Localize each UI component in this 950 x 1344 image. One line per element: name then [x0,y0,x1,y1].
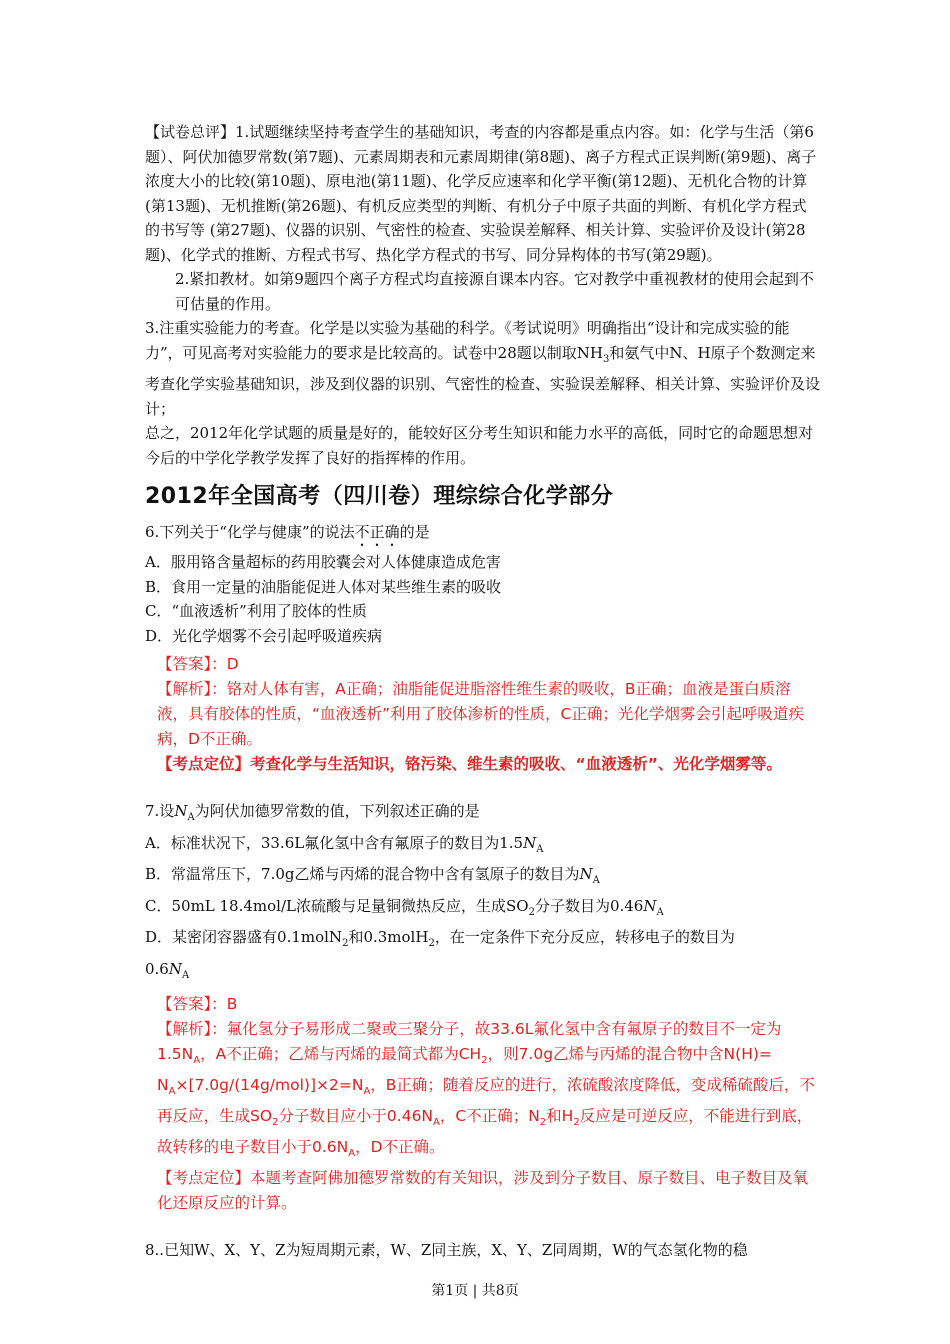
q6-option-c: C．“血液透析”利用了胶体的性质 [145,602,367,620]
q6-option-a: A．服用铬含量超标的药用胶囊会对人体健康造成危害 [145,553,501,571]
q7-analysis: 【解析】：氟化氢分子易形成二聚或三聚分子，故33.6L氟化氢中含有氟原子的数目不一定为$1.5N_A$，A不正确；乙烯与丙烯的最简式都为$CH_2$，则7.0g乙烯与丙烯的混合物中含$N(H)= N_A\times[7.0g/(14g/mol)]\times 2=N_A$，B正确；随着反应的进行，浓硫酸浓度降低，变成稀硫酸后，不再反应，生成$SO_2$分子数目应小于$0.46N_A$，C不正确；$N_2$和$H_2$反应是可逆反应，不能进行到底，故转移的电子数目小于$0.6N_A$，D不正确。 [157,1020,815,1160]
q6-option-d: D．光化学烟雾不会引起呼吸道疾病 [145,626,383,645]
summary-paragraph-1: 【试卷总评】1.试题继续坚持考查学生的基础知识，考查的内容都是重点内容。如：化学与生活（第6题）、阿伏加德罗常数(第7题)、元素周期表和元素周期律(第8题)、离子方程式正误判断(第9题)、离子浓度大小的比较(第10题)、原电池(第11题)、化学反应速率和化学平衡(第12题)、无机化合物的计算(第13题)、无机推断(第26题)、有机反应类型的判断、有机分子中原子共面的判断、有机化学方程式的书写等 (第27题)、仪器的识别、气密性的检查、实验误差解释、相关计算、实验评价及设计(第28题)、化学式的推断、方程式书写、热化学方程式的书写、同分异构体的书写(第29题)。 [145,123,817,264]
q6-answer-block [145,652,820,777]
q7-option-c: C．50mL 18.4mol/L浓硫酸与足量铜微热反应，生成$SO_2$分子数目为$0.46N_A$ [145,896,664,918]
q7-answer: 【答案】：B [157,995,238,1013]
q7-option-a: A．标准状况下，33.6L氟化氢中含有氟原子的数目为$1.5N_A$ [145,833,544,855]
q7-answer-block [145,992,820,1216]
q6-answer: 【答案】：D [157,655,239,673]
q8-stem: 8..已知W、X、Y、Z为短周期元素，W、Z同主族，X、Y、Z同周期，W的气态氢化物的稳 [145,1241,748,1260]
q6-option-b: B．食用一定量的油脂能促进人体对某些维生素的吸收 [145,577,502,596]
page-footer: 第1页 | 共8页 [431,1283,519,1299]
document-page [145,120,820,1263]
q6-stem: 6.下列关于“化学与健康”的说法不正确的是 [145,523,430,541]
section-title: 2012年全国高考（四川卷）理综综合化学部分 [145,484,614,509]
q7-point: 【考点定位】本题考查阿佛加德罗常数的有关知识，涉及到分子数目、原子数目、电子数目及氧化还原反应的计算。 [157,1169,809,1213]
q6-point: 【考点定位】考查化学与生活知识，铬污染、维生素的吸收、“血液透析”、光化学烟雾等。 [157,755,782,773]
q7-stem: 7.设$N_A$为阿伏加德罗常数的值，下列叙述正确的是 [145,802,480,823]
summary-paragraph-2: 2.紧扣教材。如第9题四个离子方程式均直接源自课本内容。它对教学中重视教材的使用会起到不可估量的作用。 [175,270,814,313]
summary-paragraph-4: 总之，2012年化学试题的质量是好的，能较好区分考生知识和能力水平的高低，同时它的命题思想对今后的中学化学教学发挥了良好的指挥棒的作用。 [145,424,814,467]
q6-analysis: 【解析】：铬对人体有害，A正确；油脂能促进脂溶性维生素的吸收，B正确；血液是蛋白质溶液，具有胶体的性质，“血液透析”利用了胶体渗析的性质，C正确；光化学烟雾会引起呼吸道疾病，D不正确。 [157,680,804,748]
summary-paragraph-3: 3.注重实验能力的考查。化学是以实验为基础的科学。《考试说明》明确指出“设计和完成实验的能力”，可见高考对实验能力的要求是比较高的。试卷中28题以制取$NH_3$和氨气中N、H原子个数测定来考查化学实验基础知识，涉及到仪器的识别、气密性的检查、实验误差解释、相关计算、实验评价及设计； [145,319,821,418]
q7-option-b: B．常温常压下，7.0g乙烯与丙烯的混合物中含有氢原子的数目为$N_A$ [145,865,600,886]
q7-option-d: D．某密闭容器盛有0.1molN$_2$和0.3molH$_2$，在一定条件下充分反应，转移电子的数目为 $0.6N_A$ [145,928,735,981]
